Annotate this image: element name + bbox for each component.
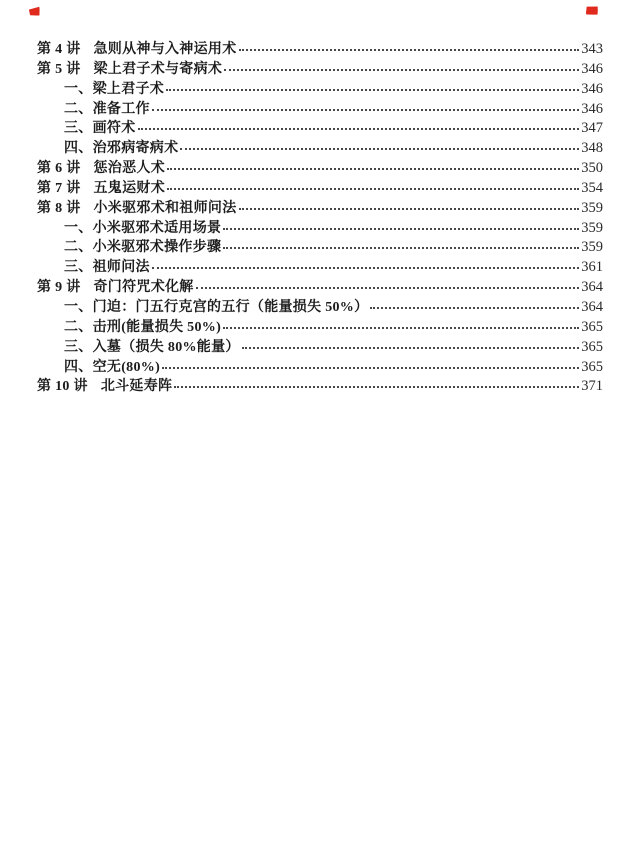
dot-leader	[223, 327, 579, 329]
toc-entry-title: 梁上君子术	[92, 81, 165, 97]
dot-leader	[239, 49, 580, 51]
dot-leader	[152, 267, 579, 269]
toc-entry-page-number: 365	[581, 318, 603, 335]
dot-leader	[242, 347, 580, 349]
toc-entry-page-number: 359	[581, 219, 603, 236]
toc-entry-number: 第 10 讲	[37, 379, 88, 395]
toc-entry-number: 三、	[64, 339, 93, 355]
toc-entry-page-number: 359	[581, 239, 603, 256]
toc-entry[interactable]	[37, 318, 603, 338]
toc-entry-title: 空无(80%)	[92, 359, 161, 375]
table-of-contents	[37, 40, 603, 397]
toc-entry-number: 二、	[64, 319, 93, 335]
toc-entry-title: 奇门符咒术化解	[93, 280, 194, 296]
dot-leader	[162, 367, 579, 369]
toc-entry-number: 第 5 讲	[37, 61, 81, 77]
toc-entry-title: 五鬼运财术	[93, 180, 165, 196]
toc-entry-title: 画符术	[92, 121, 136, 137]
toc-entry-number: 三、	[64, 121, 93, 137]
toc-entry-page-number: 365	[581, 358, 603, 375]
toc-entry[interactable]	[37, 80, 603, 100]
red-annotation-mark-right	[586, 6, 598, 16]
dot-leader	[152, 109, 579, 111]
toc-entry-title: 惩治恶人术	[93, 161, 165, 177]
toc-entry[interactable]	[37, 377, 603, 397]
toc-entry-title: 小米驱邪术操作步骤	[92, 240, 222, 256]
dot-leader	[180, 148, 579, 150]
toc-entry-page-number: 354	[581, 179, 603, 196]
toc-entry-page-number: 361	[581, 259, 603, 276]
dot-leader	[223, 228, 579, 230]
toc-entry-number: 一、	[64, 299, 93, 315]
toc-entry-title: 准备工作	[92, 101, 150, 117]
toc-entry-page-number: 347	[581, 120, 603, 137]
toc-entry-page-number: 364	[581, 279, 603, 296]
toc-entry-number: 第 7 讲	[37, 180, 81, 196]
toc-entry-title: 门迫：门五行克宫的五行（能量损失 50%）	[92, 299, 369, 315]
toc-entry[interactable]	[37, 119, 603, 139]
toc-entry-number: 三、	[64, 260, 93, 276]
toc-entry-number: 一、	[64, 220, 93, 236]
toc-entry-title: 小米驱邪术和祖师问法	[93, 200, 237, 216]
toc-entry-page-number: 348	[581, 140, 603, 157]
toc-entry-number: 四、	[64, 359, 93, 375]
toc-entry-title: 急则从神与入神运用术	[93, 42, 237, 57]
dot-leader	[167, 188, 579, 190]
toc-entry-page-number: 371	[581, 378, 603, 395]
dot-leader	[223, 247, 579, 249]
toc-entry-title: 治邪病寄病术	[92, 141, 179, 157]
toc-entry-title: 击刑(能量损失 50%)	[92, 319, 222, 335]
toc-entry-number: 第 6 讲	[37, 161, 81, 177]
toc-entry[interactable]	[37, 258, 603, 278]
toc-entry[interactable]	[37, 139, 603, 159]
dot-leader	[370, 307, 579, 309]
toc-entry[interactable]	[37, 219, 603, 239]
toc-entry-title: 入墓（损失 80%能量）	[92, 339, 240, 355]
toc-entry[interactable]	[37, 100, 603, 120]
toc-entry-number: 二、	[64, 101, 93, 117]
dot-leader	[174, 386, 579, 388]
toc-entry-number: 四、	[64, 141, 93, 157]
dot-leader	[166, 89, 579, 91]
toc-entry-number: 第 8 讲	[37, 200, 81, 216]
toc-entry[interactable]	[37, 179, 603, 199]
dot-leader	[239, 208, 580, 210]
toc-entry-title: 小米驱邪术适用场景	[92, 220, 222, 236]
toc-entry[interactable]	[37, 238, 603, 258]
toc-entry[interactable]	[37, 159, 603, 179]
toc-entry[interactable]	[37, 298, 603, 318]
toc-entry-title: 祖师问法	[92, 260, 150, 276]
toc-entry-page-number: 346	[581, 100, 603, 117]
toc-entry-page-number: 350	[581, 160, 603, 177]
toc-entry-number: 二、	[64, 240, 93, 256]
toc-entry-page-number: 343	[581, 41, 603, 57]
toc-entry-number: 一、	[64, 81, 93, 97]
toc-entry-page-number: 346	[581, 80, 603, 97]
toc-entry-page-number: 365	[581, 338, 603, 355]
toc-entry[interactable]	[37, 338, 603, 358]
dot-leader	[167, 168, 579, 170]
toc-entry-number: 第 9 讲	[37, 280, 81, 296]
toc-entry[interactable]	[37, 40, 603, 60]
toc-entry[interactable]	[37, 358, 603, 378]
toc-entry[interactable]	[37, 278, 603, 298]
dot-leader	[224, 69, 579, 71]
toc-entry[interactable]	[37, 60, 603, 80]
red-annotation-mark-left	[29, 7, 41, 17]
toc-entry[interactable]	[37, 199, 603, 219]
toc-entry-page-number: 359	[581, 199, 603, 216]
toc-entry-title: 梁上君子术与寄病术	[93, 61, 223, 77]
toc-entry-title: 北斗延寿阵	[100, 379, 173, 395]
toc-entry-number: 第 4 讲	[37, 42, 81, 57]
toc-entry-page-number: 346	[581, 60, 603, 77]
dot-leader	[196, 287, 580, 289]
dot-leader	[138, 128, 580, 130]
toc-entry-page-number: 364	[581, 298, 603, 315]
